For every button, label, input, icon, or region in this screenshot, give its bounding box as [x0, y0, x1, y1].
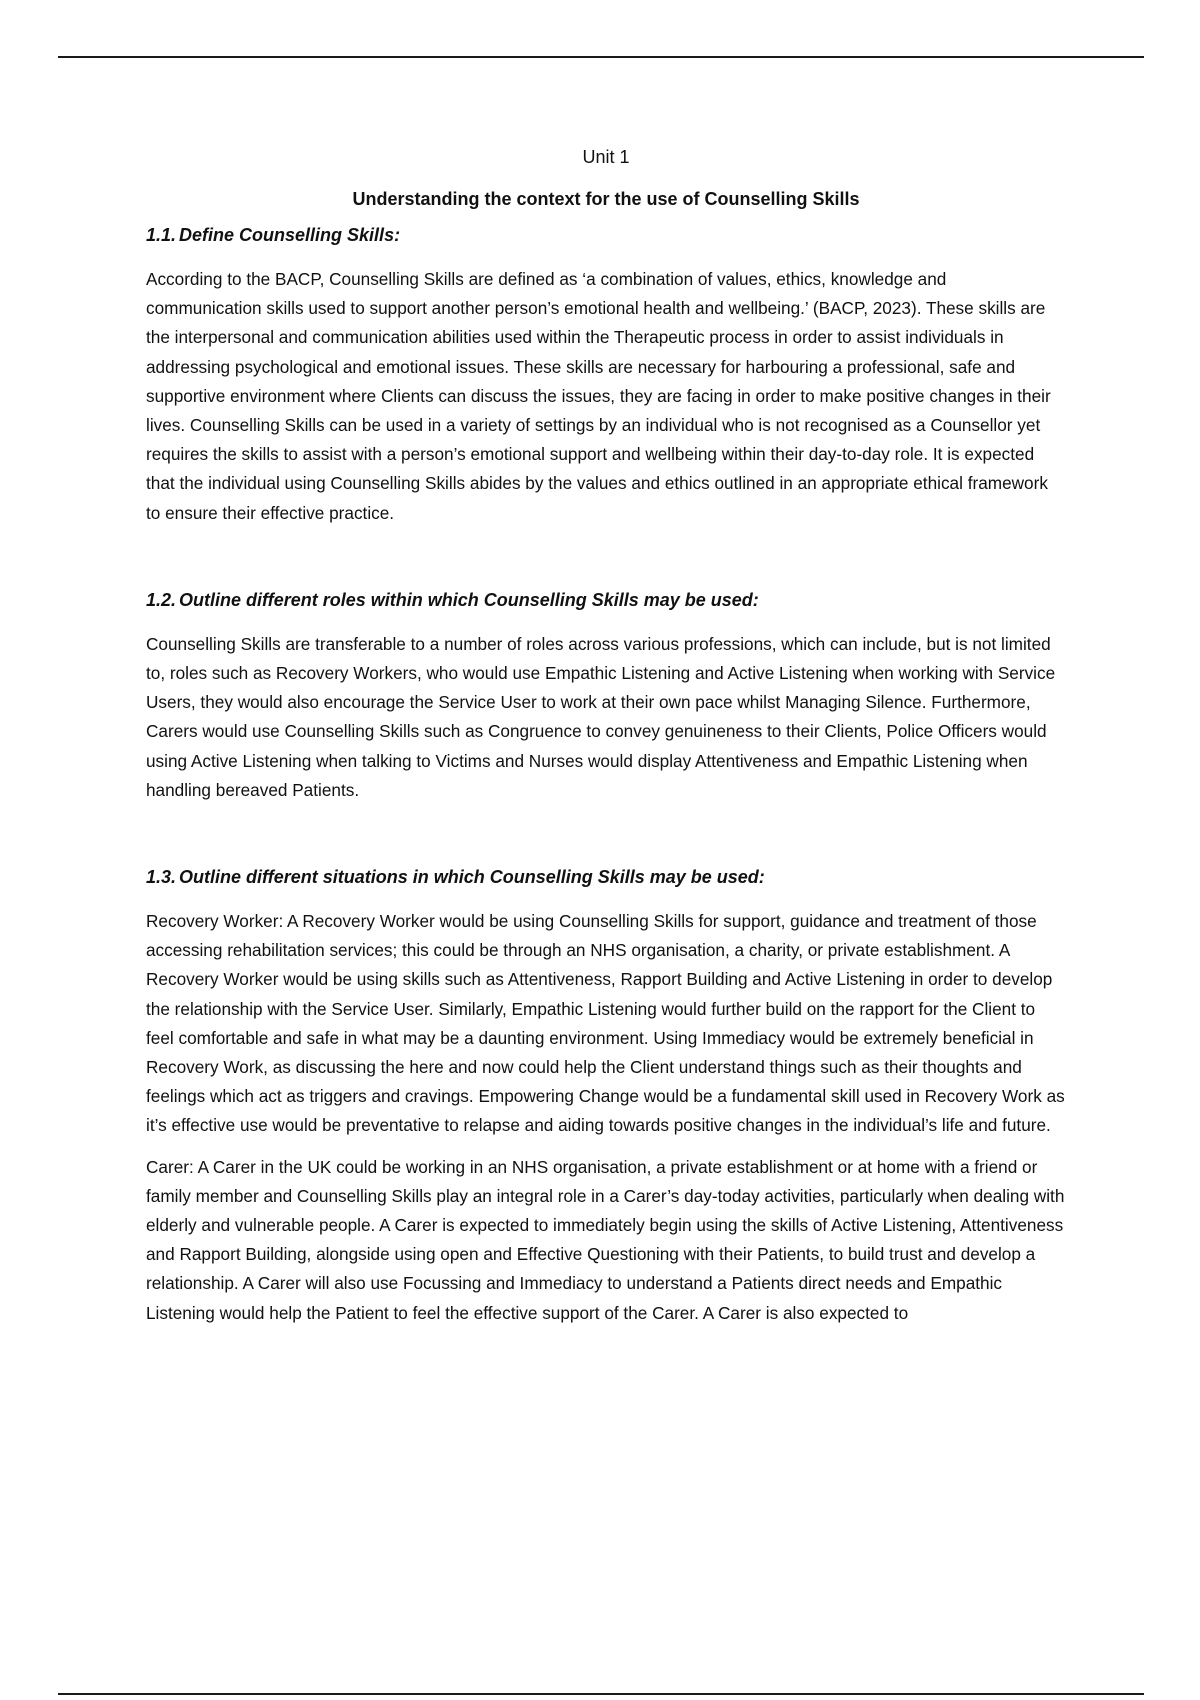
section-1-2	[146, 588, 1066, 805]
bottom-rule	[58, 1693, 1144, 1695]
document-body	[146, 145, 1066, 1340]
section-heading	[146, 865, 1066, 889]
section-number: 1.3.	[146, 867, 177, 888]
paragraph: According to the BACP, Counselling Skills are defined as ‘a combination of values, ethics, knowledge and communication skills used to support another person’s emotional health and wellbeing.’ (BACP, 2023). These skills are the interpersonal and communication abilities used within the Therapeutic process in order to assist individuals in addressing psychological and emotional issues. These skills are necessary for harbouring a professional, safe and supportive environment where Clients can discuss the issues, they are facing in order to make positive changes in their lives. Counselling Skills can be used in a variety of settings by an individual who is not recognised as a Counsellor yet requires the skills to assist with a person’s emotional support and wellbeing within their day-to-day role. It is expected that the individual using Counselling Skills abides by the values and ethics outlined in an appropriate ethical framework to ensure their effective practice.	[146, 269, 1051, 523]
section-heading-text: Define Counselling Skills:	[179, 225, 401, 245]
paragraph: Recovery Worker: A Recovery Worker would be using Counselling Skills for support, guidance and treatment of those accessing rehabilitation services; this could be through an NHS organisation, a charity, or private establishment. A Recovery Worker would be using skills such as Attentiveness, Rapport Building and Active Listening in order to develop the relationship with the Service User. Similarly, Empathic Listening would further build on the rapport for the Client to feel comfortable and safe in what may be a daunting environment. Using Immediacy would be extremely beneficial in Recovery Work, as discussing the here and now could help the Client understand things such as their thoughts and feelings which act as triggers and cravings. Empowering Change would be a fundamental skill used in Recovery Work as it’s effective use would be preventative to relapse and aiding towards positive changes in the individual’s life and future.	[146, 911, 1065, 1136]
document-title: Understanding the context for the use of Counselling Skills	[352, 189, 860, 209]
section-heading	[146, 223, 1066, 247]
section-heading-text: Outline different roles within which Counselling Skills may be used:	[179, 589, 759, 610]
unit-label: Unit 1	[582, 147, 630, 167]
section-1-3	[146, 865, 1066, 1328]
paragraph: Carer: A Carer in the UK could be working in an NHS organisation, a private establishment or at home with a friend or family member and Counselling Skills play an integral role in a Carer’s day-today activities, particularly when dealing with elderly and vulnerable people. A Carer is expected to immediately begin using the skills of Active Listening, Attentiveness and Rapport Building, alongside using open and Effective Questioning with their Patients, to build trust and develop a relationship. A Carer will also use Focussing and Immediacy to understand a Patients direct needs and Empathic Listening would help the Patient to feel the effective support of the Carer. A Carer is also expected to	[146, 1156, 1065, 1323]
section-heading-text: Outline different situations in which Counselling Skills may be used:	[179, 867, 765, 888]
section-spacer	[146, 817, 1066, 865]
section-heading	[146, 588, 1066, 612]
section-spacer	[146, 540, 1066, 588]
top-rule	[58, 56, 1144, 58]
section-number: 1.1.	[146, 225, 177, 245]
section-1-1	[146, 223, 1066, 528]
section-number: 1.2.	[146, 589, 177, 610]
paragraph: Counselling Skills are transferable to a number of roles across various professions, which can include, but is not limited to, roles such as Recovery Workers, who would use Empathic Listening and Active Listening when working with Service Users, they would also encourage the Service User to work at their own pace whilst Managing Silence. Furthermore, Carers would use Counselling Skills such as Congruence to convey genuineness to their Clients, Police Officers would using Active Listening when talking to Victims and Nurses would display Attentiveness and Empathic Listening when handling bereaved Patients.	[146, 633, 1056, 800]
